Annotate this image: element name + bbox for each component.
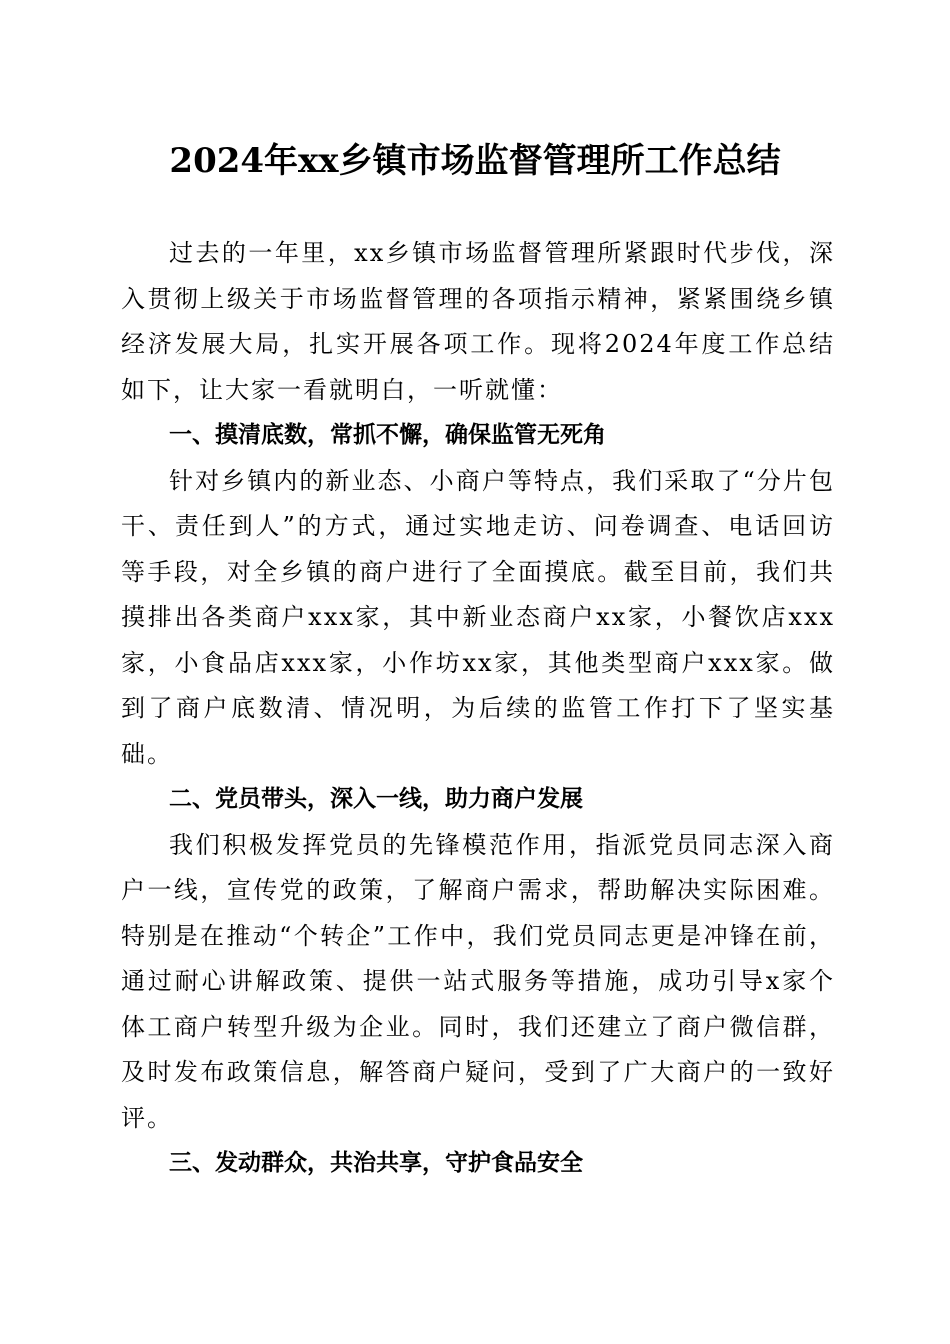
document-title: 2024年xx乡镇市场监督管理所工作总结 [169, 141, 781, 181]
section-heading-3: 三、发动群众，共治共享，守护食品安全 [169, 1150, 583, 1176]
section-heading-1: 一、摸清底数，常抓不懈，确保监管无死角 [169, 422, 606, 448]
intro-paragraph: 过去的一年里，xx乡镇市场监督管理所紧跟时代步伐，深入贯彻上级关于市场监督管理的各项指示精神，紧紧围绕乡镇经济发展大局，扎实开展各项工作。现将2024年度工作总结如下，让大家一看就明白，一听就懂： [121, 239, 835, 404]
section-heading-2: 二、党员带头，深入一线，助力商户发展 [169, 786, 583, 812]
section-paragraph-1: 针对乡镇内的新业态、小商户等特点，我们采取了“分片包干、责任到人”的方式，通过实地走访、问卷调查、电话回访等手段，对全乡镇的商户进行了全面摸底。截至目前，我们共摸排出各类商户xxx家，其中新业态商户xx家，小餐饮店xxx家，小食品店xxx家，小作坊xx家，其他类型商户xxx家。做到了商户底数清、情况明，为后续的监管工作打下了坚实基础。 [121, 466, 835, 768]
section-paragraph-2: 我们积极发挥党员的先锋模范作用，指派党员同志深入商户一线，宣传党的政策，了解商户需求，帮助解决实际困难。特别是在推动“个转企”工作中，我们党员同志更是冲锋在前，通过耐心讲解政策、提供一站式服务等措施，成功引导x家个体工商户转型升级为企业。同时，我们还建立了商户微信群，及时发布政策信息，解答商户疑问，受到了广大商户的一致好评。 [121, 830, 835, 1132]
document-body [121, 231, 835, 1187]
